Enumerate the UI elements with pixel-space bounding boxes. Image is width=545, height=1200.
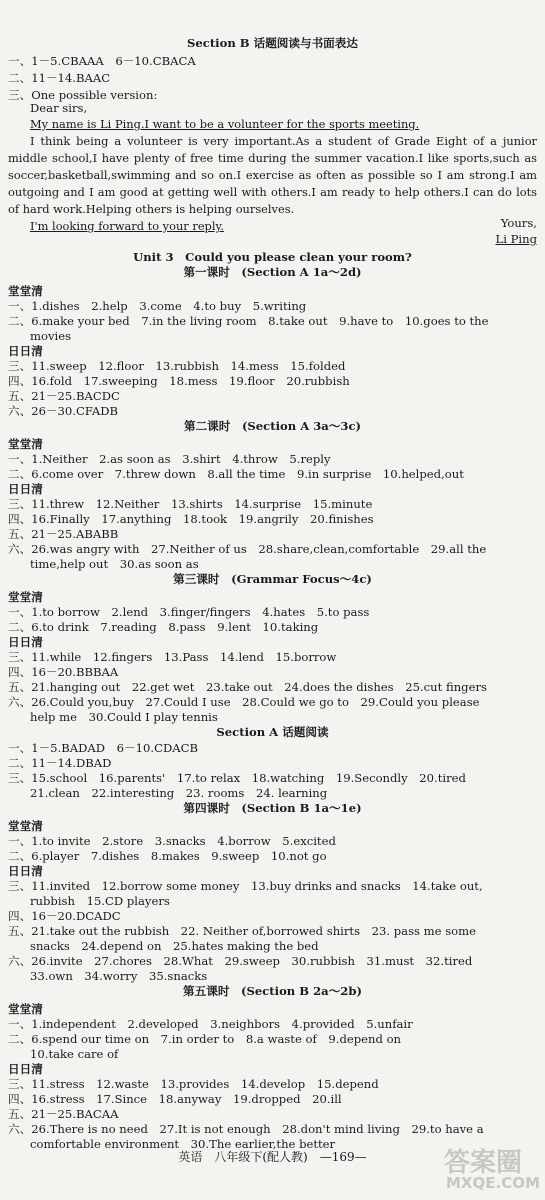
answer-line: 六、26.There is no need 27.It is not enough 28.don't mind living 29.to have a [8,1122,484,1136]
answer-line: 六、26.Could you,buy 27.Could I use 28.Could we go to 29.Could you please [8,695,480,709]
answer-line: 二、6.make your bed 7.in the living room 8.take out 9.have to 10.goes to the [8,314,489,328]
subsection-label: 堂堂清 [8,437,43,451]
answer-line: 五、21－25.ABABB [8,527,119,541]
answer-line: 三、11.invited 12.borrow some money 13.buy drinks and snacks 14.take out, [8,879,483,893]
watermark-url: MXQE.COM [446,1174,540,1192]
answer-line: 一、1.dishes 2.help 3.come 4.to buy 5.writing [8,299,307,313]
lesson-heading: 第二课时 (Section A 3a～3c) [183,419,362,433]
answer-line: 四、16－20.BBBAA [8,665,119,679]
subsection-label: 堂堂清 [8,590,43,604]
answer-line: 一、1.to borrow 2.lend 3.finger/fingers 4.hates 5.to pass [8,605,370,619]
letter-paragraph: I think being a volunteer is very important.As a student of Grade Eight of a junior middle school,I have plenty of free time during the summer vacation.I like sports,such as soccer,basketball,swimming and so on.I exercise as often as possible so I am strong.I am outgoing and I am good at getting well with others.I am ready to help others.I can do lots of hard work.Helping others is helping ourselves. [8,134,537,216]
lesson-heading: 第一课时 (Section A 1a～2d) [183,265,362,279]
answer-line: 三、11.stress 12.waste 13.provides 14.develop 15.depend [8,1077,379,1091]
answer-line: 二、6.spend our time on 7.in order to 8.a waste of 9.depend on [8,1032,402,1046]
answer-line: 10.take care of [30,1047,119,1061]
letter-salutation: Dear sirs, [30,101,88,115]
answer-line: snacks 24.depend on 25.hates making the bed [30,939,319,953]
answer-line: 三、15.school 16.parents' 17.to relax 18.watching 19.Secondly 20.tired [8,771,466,785]
subsection-label: 堂堂清 [8,284,43,298]
answer-line: 一、1－5.CBAAA 6－10.CBACA [8,54,196,68]
answer-line: 五、21－25.BACAA [8,1107,119,1121]
subsection-label: 堂堂清 [8,819,43,833]
answer-line: 二、11－14.DBAD [8,756,112,770]
letter-paragraph: My name is Li Ping.I want to be a volunteer for the sports meeting. [30,117,420,131]
answer-line: 三、One possible version: [8,88,158,102]
page-footer: 英语 八年级下(配人教) —169— [178,1150,367,1164]
answer-line: 二、11－14.BAAC [8,71,111,85]
answer-line: 一、1.to invite 2.store 3.snacks 4.borrow 5.excited [8,834,336,848]
answer-line: 五、21.hanging out 22.get wet 23.take out 24.does the dishes 25.cut fingers [8,680,487,694]
answer-line: 一、1－5.BADAD 6－10.CDACB [8,741,199,755]
watermark-logo [438,1140,538,1196]
answer-line: 三、11.sweep 12.floor 13.rubbish 14.mess 15.folded [8,359,346,373]
answer-line: 四、16.fold 17.sweeping 18.mess 19.floor 20.rubbish [8,374,350,388]
subsection-label: 日日清 [8,1062,43,1076]
answer-line: 二、6.come over 7.threw down 8.all the time 9.in surprise 10.helped,out [8,467,464,481]
subsection-label: 堂堂清 [8,1002,43,1016]
answer-line: 四、16.stress 17.Since 18.anyway 19.dropped 20.ill [8,1092,342,1106]
answer-line: 二、6.player 7.dishes 8.makes 9.sweep 10.not go [8,849,327,863]
answer-line: 21.clean 22.interesting 23. rooms 24. learning [30,786,328,800]
answer-line: 一、1.Neither 2.as soon as 3.shirt 4.throw 5.reply [8,452,331,466]
subsection-label: 日日清 [8,344,43,358]
answer-line: 六、26.was angry with 27.Neither of us 28.share,clean,comfortable 29.all the [8,542,487,556]
answer-line: comfortable environment 30.The earlier,the better [30,1137,336,1151]
answer-line: 五、21.take out the rubbish 22. Neither of,borrowed shirts 23. pass me some [8,924,476,938]
answer-line: rubbish 15.CD players [30,894,170,908]
answer-line: 五、21－25.BACDC [8,389,120,403]
lesson-heading: 第三课时 (Grammar Focus～4c) [173,572,372,586]
letter-signature: Li Ping [495,232,537,246]
answer-line: help me 30.Could I play tennis [30,710,218,724]
answer-line: time,help out 30.as soon as [30,557,199,571]
lesson-heading: 第五课时 (Section B 2a～2b) [183,984,362,998]
answer-line: 四、16.Finally 17.anything 18.took 19.angrily 20.finishes [8,512,374,526]
lesson-heading: Unit 3 Could you please clean your room? [133,250,412,264]
lesson-heading: 第四课时 (Section B 1a～1e) [183,801,362,815]
answer-line: 33.own 34.worry 35.snacks [30,969,208,983]
lesson-heading: Section A 话题阅读 [216,725,329,739]
subsection-label: 日日清 [8,482,43,496]
section-title: Section B 话题阅读与书面表达 [187,36,358,50]
answer-line: 四、16－20.DCADC [8,909,121,923]
answer-line: movies [30,329,72,343]
watermark-text: 答案圈 [444,1148,523,1178]
letter-paragraph: I'm looking forward to your reply. [30,219,225,233]
letter-closing: Yours, [500,216,537,230]
answer-line: 六、26.invite 27.chores 28.What 29.sweep 30.rubbish 31.must 32.tired [8,954,473,968]
answer-line: 一、1.independent 2.developed 3.neighbors 4.provided 5.unfair [8,1017,413,1031]
answer-line: 三、11.threw 12.Neither 13.shirts 14.surprise 15.minute [8,497,373,511]
answer-line: 二、6.to drink 7.reading 8.pass 9.lent 10.taking [8,620,319,634]
answer-line: 六、26－30.CFADB [8,404,119,418]
subsection-label: 日日清 [8,635,43,649]
answer-line: 三、11.while 12.fingers 13.Pass 14.lend 15.borrow [8,650,337,664]
subsection-label: 日日清 [8,864,43,878]
